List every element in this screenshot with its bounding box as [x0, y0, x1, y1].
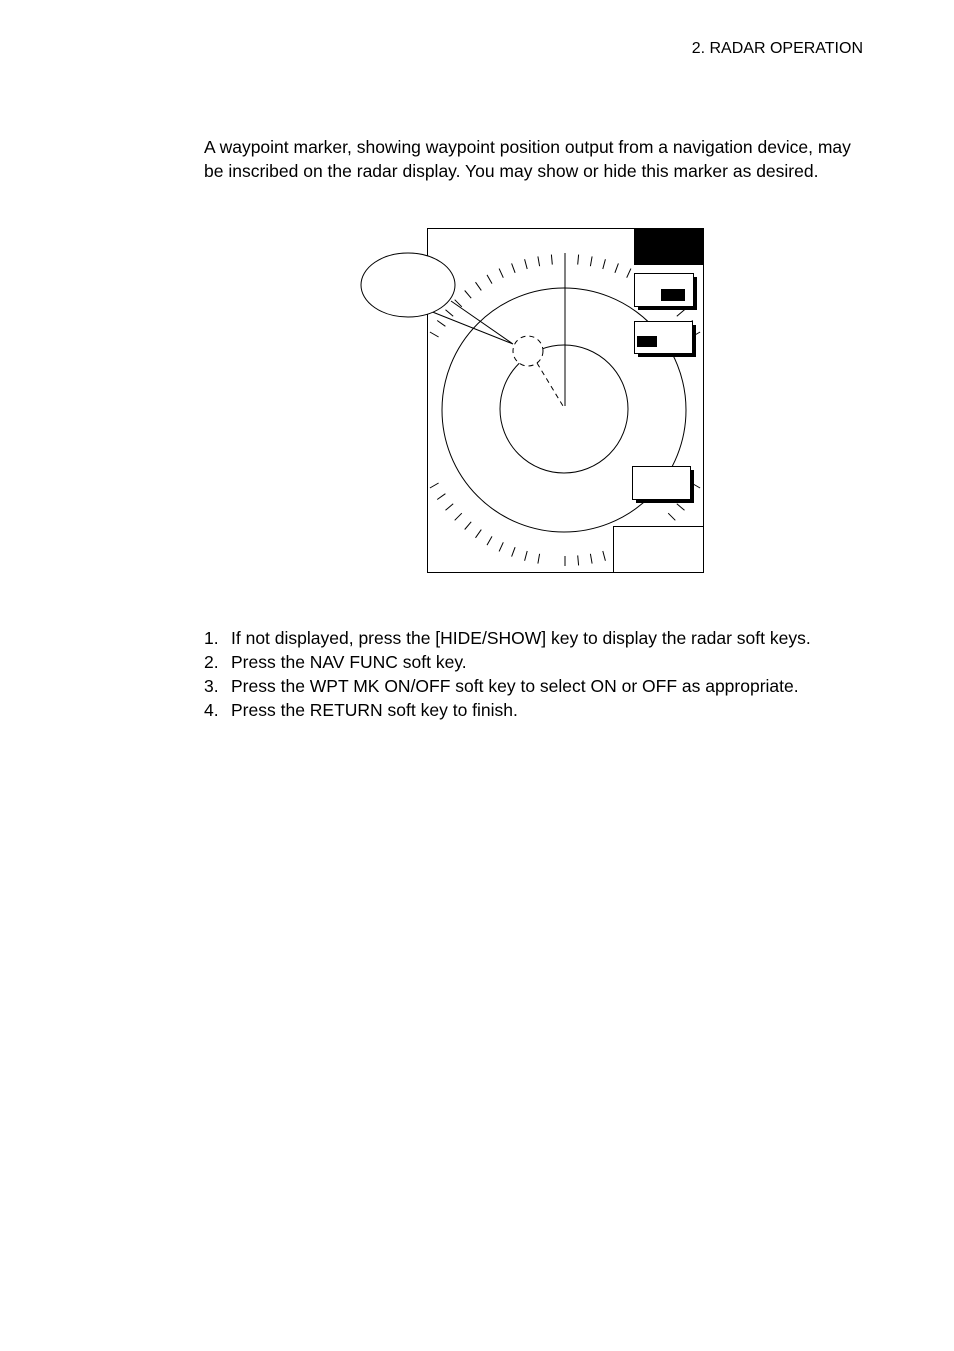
header-box — [634, 228, 704, 265]
step-item — [204, 626, 884, 650]
waypoint-marker — [513, 336, 543, 366]
softkey-3 — [633, 467, 691, 500]
procedure-steps — [204, 626, 884, 722]
step-number: 4. — [204, 700, 219, 720]
info-box — [614, 527, 704, 573]
step-item — [204, 698, 884, 722]
step-item — [204, 650, 884, 674]
step-text: Press the WPT MK ON/OFF soft key to select ON or OFF as appropriate. — [231, 676, 799, 696]
intro-paragraph: A waypoint marker, showing waypoint position output from a navigation device, may be inscribed on the radar display. You may show or hide this marker as desired. — [204, 137, 851, 181]
step-text: Press the NAV FUNC soft key. — [231, 652, 467, 672]
step-number: 1. — [204, 628, 219, 648]
step-number: 3. — [204, 676, 219, 696]
softkey-1-indicator — [661, 289, 685, 301]
radar-display-figure — [355, 220, 715, 580]
page-header: 2. RADAR OPERATION — [691, 40, 863, 57]
step-number: 2. — [204, 652, 219, 672]
callout-bubble — [361, 253, 455, 317]
step-item — [204, 674, 884, 698]
step-text: Press the RETURN soft key to finish. — [231, 700, 518, 720]
softkey-2-indicator — [637, 336, 657, 347]
step-text: If not displayed, press the [HIDE/SHOW] key to display the radar soft keys. — [231, 628, 811, 648]
